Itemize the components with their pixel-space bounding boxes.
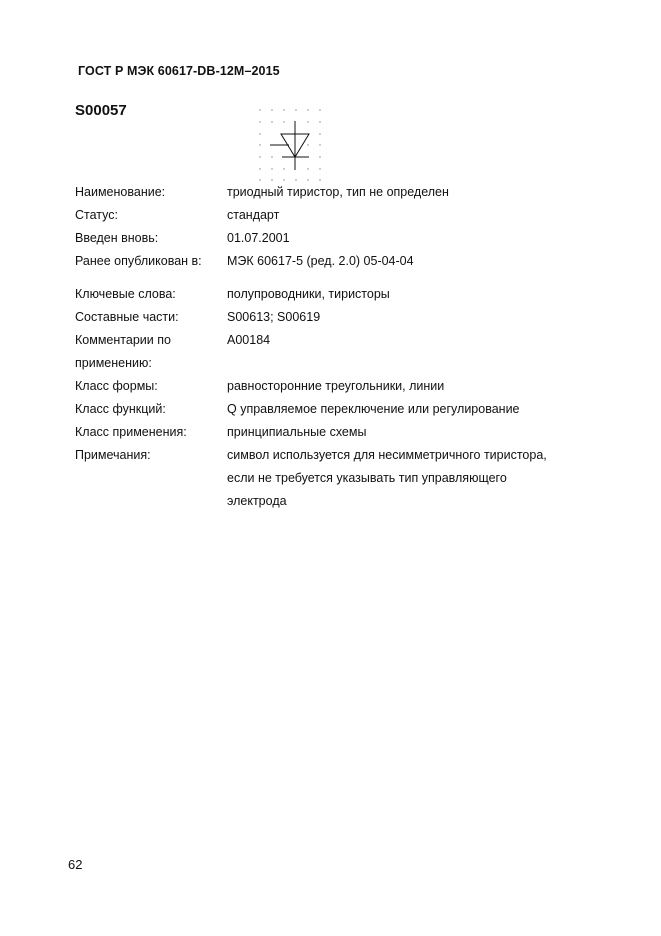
field-name	[75, 181, 595, 204]
field-label: Составные части:	[75, 310, 179, 324]
field-value: символ используется для несимметричного тиристора, если не требуется указывать тип управляющего электрода	[227, 448, 547, 508]
field-value: Q управляемое переключение или регулирование	[227, 402, 520, 416]
triode-thyristor-icon	[250, 100, 330, 190]
field-value: S00613; S00619	[227, 310, 321, 324]
field-value: стандарт	[227, 208, 280, 222]
page-number: 62	[68, 857, 83, 872]
field-value: равносторонние треугольники, линии	[227, 379, 445, 393]
symbol-code: S00057	[75, 102, 127, 119]
field-notes	[75, 444, 595, 513]
symbol-figure	[250, 100, 330, 190]
field-value: A00184	[227, 333, 271, 347]
field-value: полупроводники, тиристоры	[227, 287, 390, 301]
field-previously-published	[75, 250, 595, 273]
field-label: Комментарии по применению:	[75, 333, 171, 370]
field-status	[75, 204, 595, 227]
field-label: Класс применения:	[75, 425, 187, 439]
field-label: Класс функций:	[75, 402, 166, 416]
field-label: Ключевые слова:	[75, 287, 176, 301]
field-label: Статус:	[75, 208, 118, 222]
field-application-comments	[75, 329, 595, 375]
field-label: Ранее опубликован в:	[75, 254, 202, 268]
field-value: 01.07.2001	[227, 231, 290, 245]
dot-grid	[259, 109, 320, 180]
symbol-fields	[75, 181, 595, 513]
document-header: ГОСТ Р МЭК 60617-DB-12M–2015	[78, 64, 280, 78]
field-introduced	[75, 227, 595, 250]
field-label: Примечания:	[75, 448, 151, 462]
field-label: Наименование:	[75, 185, 166, 199]
field-value: триодный тиристор, тип не определен	[227, 185, 449, 199]
field-keywords	[75, 283, 595, 306]
field-value: принципиальные схемы	[227, 425, 367, 439]
field-value: МЭК 60617-5 (ред. 2.0) 05-04-04	[227, 254, 414, 268]
field-label: Введен вновь:	[75, 231, 159, 245]
field-shape-class	[75, 375, 595, 398]
field-application-class	[75, 421, 595, 444]
field-function-class	[75, 398, 595, 421]
field-components	[75, 306, 595, 329]
field-label: Класс формы:	[75, 379, 158, 393]
